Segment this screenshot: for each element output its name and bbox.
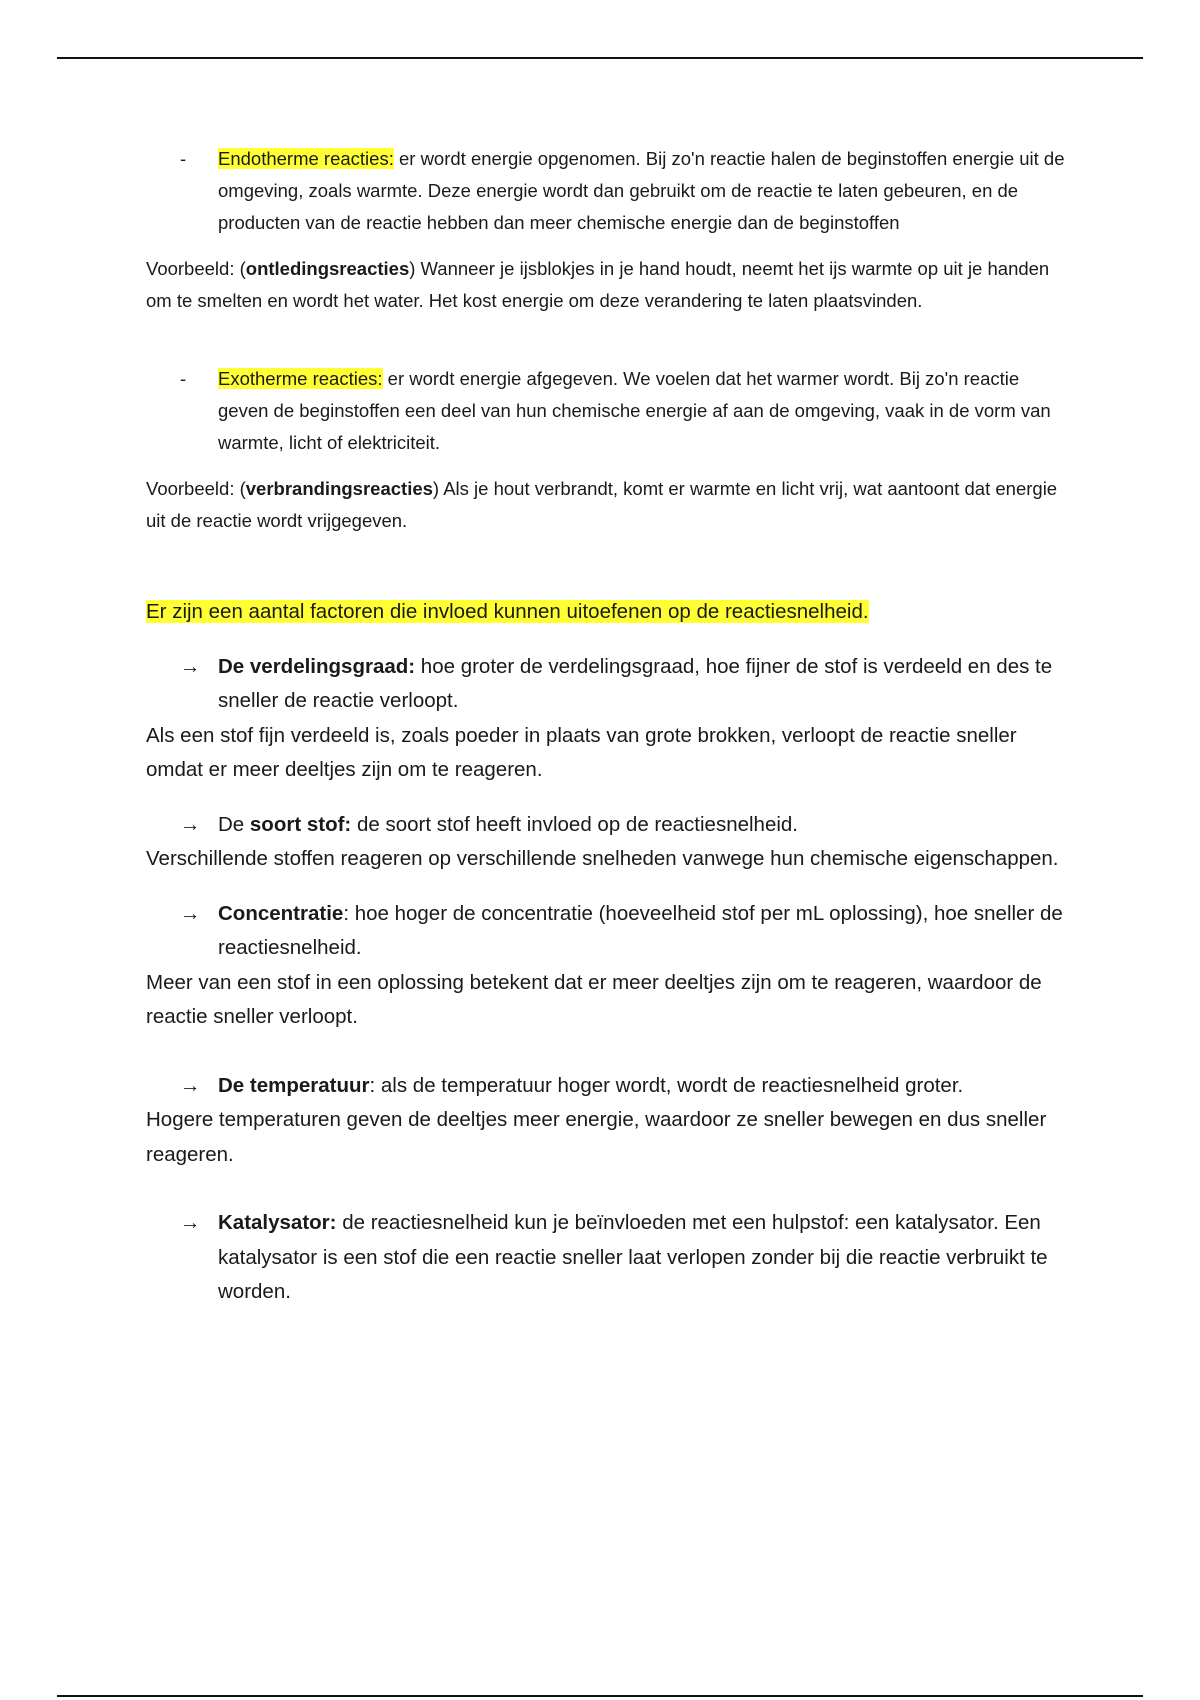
endotherm-bullet <box>146 143 1066 239</box>
factor-soort-stof: → De soort stof: de soort stof heeft invloed op de reactiesnelheid. <box>146 808 1066 843</box>
footer-rule <box>57 1695 1143 1697</box>
exotherm-example: Voorbeeld: (verbrandingsreacties) Als je hout verbrandt, komt er warmte en licht vrij, wat aantoont dat energie uit de reactie wordt vrijgegeven. <box>146 478 1058 531</box>
exotherm-paragraph <box>218 363 1066 459</box>
arrow-icon: → <box>180 654 201 678</box>
factor-temperatuur: → De temperatuur: als de temperatuur hoger wordt, wordt de reactiesnelheid groter. <box>146 1069 1066 1104</box>
endotherm-text: er wordt energie opgenomen. Bij zo'n reactie halen de beginstoffen energie uit de omgeving, zoals warmte. Deze energie wordt dan gebruikt om de reactie te laten gebeuren, en de producten van de reactie hebben dan meer chemische energie dan de beginstoffen <box>218 148 1065 233</box>
factor-verdelingsgraad: → De verdelingsgraad: hoe groter de verdelingsgraad, hoe fijner de stof is verdeeld en des te sneller de reactie verloopt. <box>146 650 1066 719</box>
exotherm-term: Exotherme reacties: <box>218 368 383 389</box>
factor-explanation: Als een stof fijn verdeeld is, zoals poeder in plaats van grote brokken, verloopt de reactie sneller omdat er meer deeltjes zijn om te reageren. <box>146 723 1017 781</box>
factor-title: De verdelingsgraad: <box>218 654 416 678</box>
endotherm-term: Endotherme reacties: <box>218 148 394 169</box>
factor-title: Katalysator: <box>218 1211 337 1234</box>
example-keyword: verbrandingsreacties <box>245 478 433 499</box>
header-rule <box>57 57 1143 59</box>
exotherm-text: er wordt energie afgegeven. We voelen dat het warmer wordt. Bij zo'n reactie geven de beginstoffen een deel van hun chemische energie af aan de omgeving, vaak in de vorm van warmte, licht of elektriciteit. <box>218 368 1051 453</box>
dash-marker: - <box>180 148 187 169</box>
dash-marker: - <box>180 368 187 389</box>
factor-explanation: Meer van een stof in een oplossing betekent dat er meer deeltjes zijn om te reageren, waardoor de reactie sneller verloopt. <box>146 970 1042 1028</box>
factor-explanation: Hogere temperaturen geven de deeltjes meer energie, waardoor ze sneller bewegen en dus sneller reageren. <box>146 1108 1047 1166</box>
factor-title: Concentratie <box>218 901 344 925</box>
factor-explanation: Verschillende stoffen reageren op verschillende snelheden vanwege hun chemische eigenschappen. <box>146 847 1059 870</box>
factor-concentratie: → Concentratie: hoe hoger de concentratie (hoeveelheid stof per mL oplossing), hoe sneller de reactiesnelheid. <box>146 897 1066 966</box>
arrow-icon: → <box>180 1211 201 1234</box>
document-body <box>146 143 1066 1310</box>
arrow-icon: → <box>180 812 201 836</box>
factors-heading: Er zijn een aantal factoren die invloed kunnen uitoefenen op de reactiesnelheid. <box>146 600 869 623</box>
example-keyword: ontledingsreacties <box>245 258 410 279</box>
arrow-icon: → <box>180 1073 201 1097</box>
endotherm-paragraph <box>218 143 1066 239</box>
factor-title: soort stof: <box>249 812 352 836</box>
factor-katalysator: → Katalysator: de reactiesnelheid kun je beïnvloeden met een hulpstof: een katalysator. Een katalysator is een stof die een reactie sneller laat verlopen zonder bij die reactie verbruikt te worden. <box>146 1206 1066 1310</box>
exotherm-bullet <box>146 363 1066 459</box>
endotherm-example: Voorbeeld: (ontledingsreacties) Wanneer je ijsblokjes in je hand houdt, neemt het ijs warmte op uit je handen om te smelten en wordt het water. Het kost energie om deze verandering te laten plaatsvinden. <box>146 258 1050 311</box>
factor-title: De temperatuur <box>218 1073 370 1097</box>
arrow-icon: → <box>180 901 201 925</box>
